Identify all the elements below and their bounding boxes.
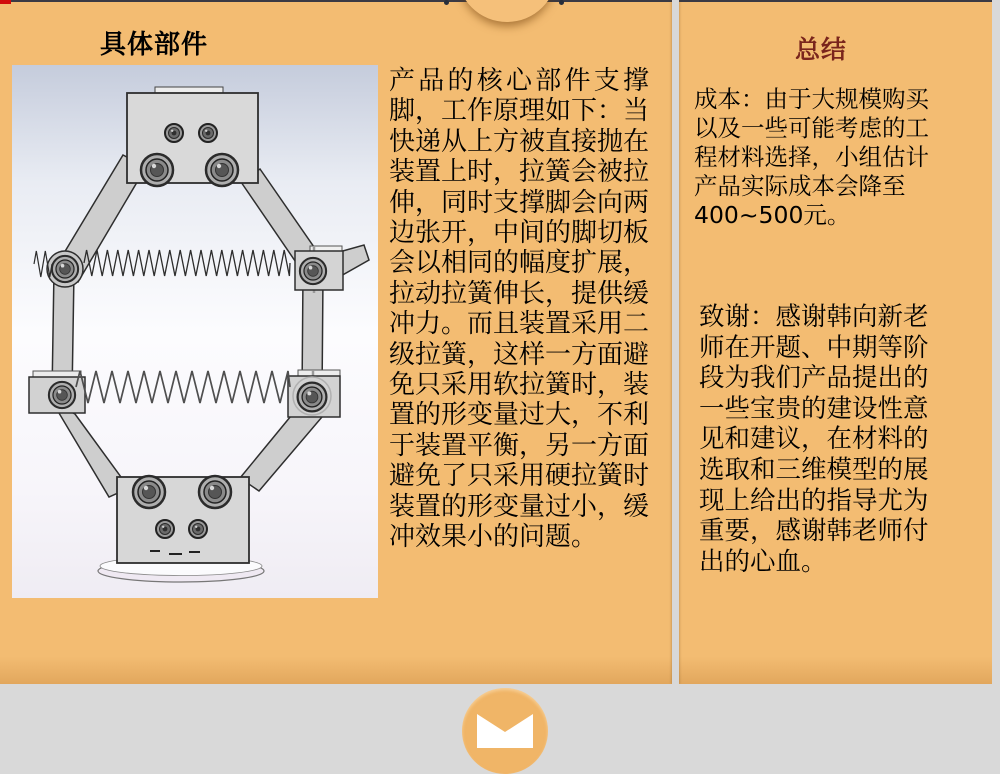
summary-title: 总结	[795, 35, 848, 64]
section-title: 具体部件	[100, 30, 209, 60]
cad-model-image	[12, 65, 378, 598]
panel-divider	[672, 0, 679, 684]
slide-transition-circle	[457, 0, 557, 22]
connector-dot-left	[444, 0, 449, 5]
working-principle-text: 产品的核心部件支撑脚，工作原理如下：当快递从上方被直接抛在装置上时，拉簧会被拉伸，同时支撑脚会向两边张开，中间的脚切板会以相同的幅度扩展，拉动拉簧伸长，提供缓冲力。而且装置采用二级拉簧，这样一方面避免只采用软拉簧时，装置的形变量过大，不利于装置平衡，另一方面避免了只采用硬拉簧时装置的形变量过小，缓冲效果小的问题。	[389, 66, 650, 553]
connector-dot-right	[559, 0, 564, 5]
cost-paragraph: 成本：由于大规模购买以及一些可能考虑的工程材料选择，小组估计产品实际成本会降至400~500元。	[694, 85, 929, 229]
right-frame-strip	[992, 0, 1000, 729]
thanks-paragraph: 致谢：感谢韩向新老师在开题、中期等阶段为我们产品提出的一些宝贵的建设性意见和建议，在材料的选取和三维模型的展现上给出的指导尤为重要，感谢韩老师付出的心血。	[699, 302, 929, 577]
envelope-icon[interactable]	[462, 688, 548, 774]
recording-red-mark	[0, 0, 11, 4]
envelope-flap-shape	[462, 688, 548, 774]
support-leg-3d-model	[12, 65, 378, 598]
